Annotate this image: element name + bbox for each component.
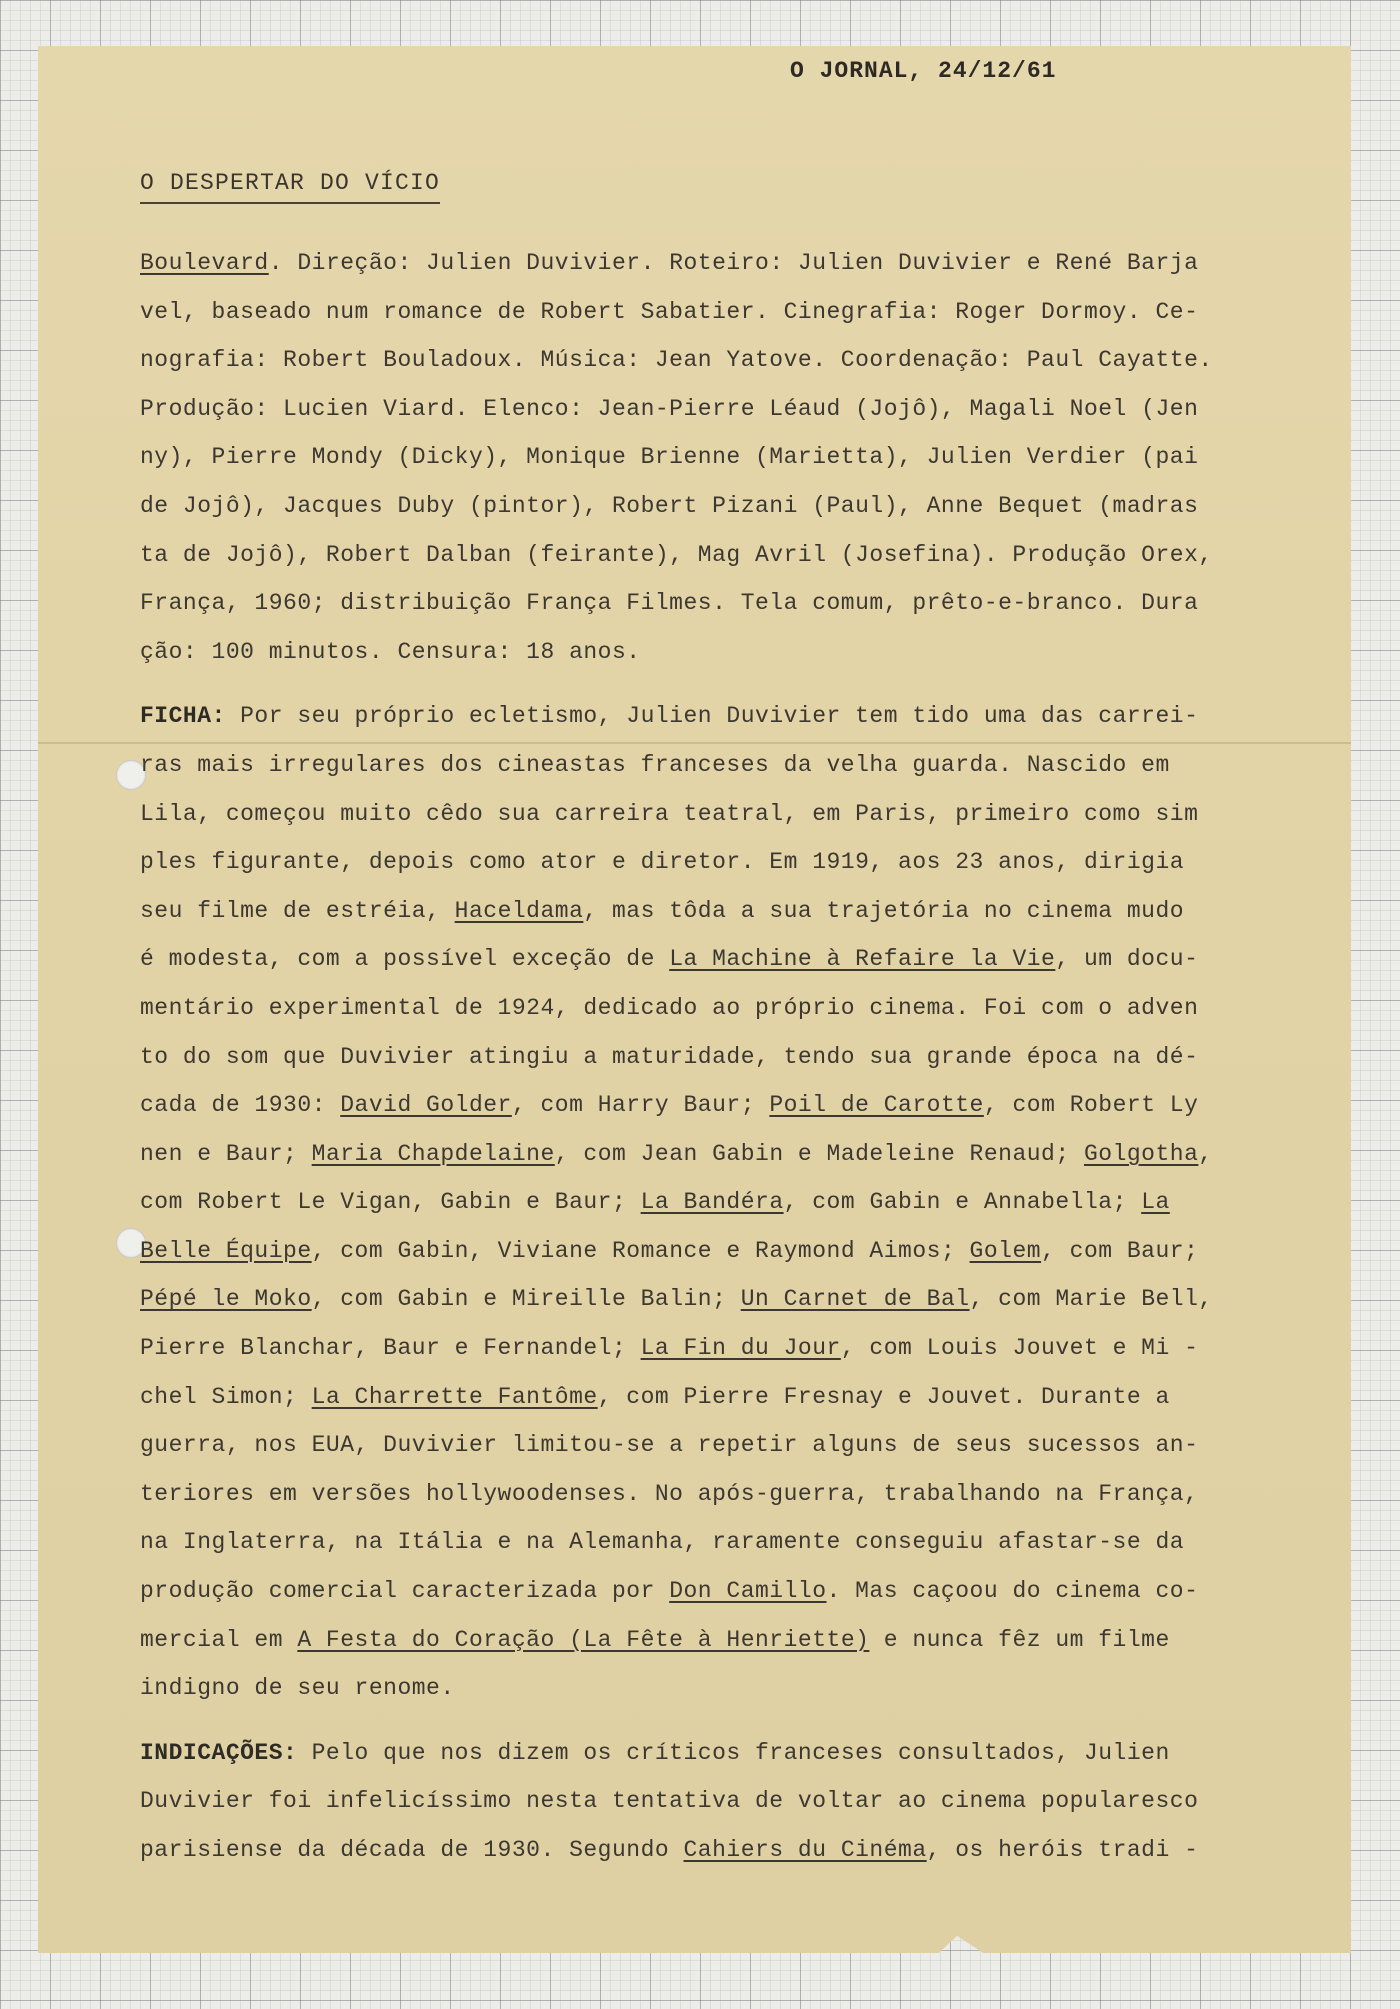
film-title: La Bandéra bbox=[640, 1189, 784, 1216]
text-segment: ny), Pierre Mondy (Dicky), Monique Brienne (Marietta), Julien Verdier (pai bbox=[140, 444, 1199, 471]
text-line bbox=[140, 995, 1300, 1044]
film-title: Maria Chapdelaine bbox=[311, 1140, 555, 1167]
text-segment: indigno de seu renome. bbox=[140, 1675, 455, 1702]
text-line bbox=[140, 801, 1300, 850]
text-line bbox=[140, 1578, 1300, 1627]
film-title: Un Carnet de Bal bbox=[740, 1286, 970, 1313]
paragraph bbox=[140, 703, 1300, 1723]
film-title: Don Camillo bbox=[669, 1578, 827, 1605]
text-line bbox=[140, 1189, 1300, 1238]
text-segment: ta de Jojô), Robert Dalban (feirante), Mag Avril (Josefina). Produção Orex, bbox=[140, 541, 1213, 568]
text-segment: nografia: Robert Bouladoux. Música: Jean Yatove. Coordenação: Paul Cayatte. bbox=[140, 347, 1213, 374]
text-line bbox=[140, 703, 1300, 752]
text-line bbox=[140, 590, 1300, 639]
text-segment: com Robert Le Vigan, Gabin e Baur; bbox=[140, 1189, 641, 1216]
text-line bbox=[140, 639, 1300, 688]
text-line bbox=[140, 1384, 1300, 1433]
text-segment: e nunca fêz um filme bbox=[869, 1626, 1170, 1653]
article-title: O DESPERTAR DO VÍCIO bbox=[140, 170, 440, 204]
text-line bbox=[140, 1837, 1300, 1886]
text-segment: guerra, nos EUA, Duvivier limitou-se a repetir alguns de seus sucessos an- bbox=[140, 1432, 1199, 1459]
text-segment: , bbox=[1198, 1140, 1213, 1167]
paragraph-gap bbox=[140, 687, 1300, 703]
text-segment: ras mais irregulares dos cineastas franceses da velha guarda. Nascido em bbox=[140, 751, 1170, 778]
text-segment: nen e Baur; bbox=[140, 1140, 312, 1167]
text-segment: , com Gabin e Mireille Balin; bbox=[311, 1286, 741, 1313]
text-segment: mercial em bbox=[140, 1626, 298, 1653]
film-title: Pépé le Moko bbox=[140, 1286, 312, 1313]
text-line bbox=[140, 542, 1300, 591]
text-line bbox=[140, 1335, 1300, 1384]
article-body bbox=[140, 250, 1300, 1886]
text-segment: de Jojô), Jacques Duby (pintor), Robert Pizani (Paul), Anne Bequet (madras bbox=[140, 492, 1199, 519]
text-segment: , com Marie Bell, bbox=[969, 1286, 1213, 1313]
text-segment: , um docu- bbox=[1055, 946, 1199, 973]
paragraph-gap bbox=[140, 1724, 1300, 1740]
newspaper-source-date: O JORNAL, 24/12/61 bbox=[790, 58, 1057, 84]
text-segment: produção comercial caracterizada por bbox=[140, 1578, 670, 1605]
text-line bbox=[140, 250, 1300, 299]
text-segment: , com Jean Gabin e Madeleine Renaud; bbox=[554, 1140, 1084, 1167]
film-title: Haceldama bbox=[454, 897, 584, 924]
text-segment: to do som que Duvivier atingiu a maturidade, tendo sua grande época na dé- bbox=[140, 1043, 1199, 1070]
text-line bbox=[140, 299, 1300, 348]
text-segment: , com Baur; bbox=[1041, 1237, 1199, 1264]
film-title: Golgotha bbox=[1083, 1140, 1199, 1167]
text-line bbox=[140, 1044, 1300, 1093]
text-line bbox=[140, 1627, 1300, 1676]
text-segment: , com Robert Ly bbox=[983, 1092, 1199, 1119]
text-segment: Duvivier foi infelicíssimo nesta tentativa de voltar ao cinema popularesco bbox=[140, 1788, 1199, 1815]
paragraph bbox=[140, 250, 1300, 687]
text-segment: vel, baseado num romance de Robert Sabatier. Cinegrafia: Roger Dormoy. Ce- bbox=[140, 298, 1199, 325]
text-segment: na Inglaterra, na Itália e na Alemanha, raramente conseguiu afastar-se da bbox=[140, 1529, 1185, 1556]
film-title: Poil de Carotte bbox=[769, 1092, 984, 1119]
text-line bbox=[140, 1675, 1300, 1724]
text-segment: Produção: Lucien Viard. Elenco: Jean-Pierre Léaud (Jojô), Magali Noel (Jen bbox=[140, 395, 1199, 422]
film-title: La Machine à Refaire la Vie bbox=[669, 946, 1056, 973]
film-title: La Fin du Jour bbox=[640, 1335, 841, 1362]
text-segment: ção: 100 minutos. Censura: 18 anos. bbox=[140, 638, 641, 665]
text-line bbox=[140, 1238, 1300, 1287]
film-title: Belle Équipe bbox=[140, 1237, 312, 1264]
text-segment: cada de 1930: bbox=[140, 1092, 341, 1119]
film-title: La bbox=[1141, 1189, 1170, 1216]
text-segment: , com Pierre Fresnay e Jouvet. Durante a bbox=[597, 1383, 1170, 1410]
text-line bbox=[140, 1092, 1300, 1141]
text-line bbox=[140, 946, 1300, 995]
text-segment: , mas tôda a sua trajetória no cinema mudo bbox=[583, 897, 1185, 924]
text-line bbox=[140, 849, 1300, 898]
text-segment: Lila, começou muito cêdo sua carreira teatral, em Paris, primeiro como sim bbox=[140, 800, 1199, 827]
text-segment: Pierre Blanchar, Baur e Fernandel; bbox=[140, 1335, 641, 1362]
text-line bbox=[140, 1481, 1300, 1530]
text-segment: , com Gabin, Viviane Romance e Raymond Aimos; bbox=[311, 1237, 970, 1264]
section-label: INDICAÇÕES: bbox=[140, 1739, 298, 1766]
text-line bbox=[140, 1286, 1300, 1335]
film-title: David Golder bbox=[340, 1092, 512, 1119]
text-line bbox=[140, 1141, 1300, 1190]
film-title: A Festa do Coração (La Fête à Henriette) bbox=[297, 1626, 870, 1653]
text-segment: Pelo que nos dizem os críticos franceses consultados, Julien bbox=[297, 1739, 1170, 1766]
text-segment: ples figurante, depois como ator e diretor. Em 1919, aos 23 anos, dirigia bbox=[140, 849, 1185, 876]
film-title: Cahiers du Cinéma bbox=[683, 1837, 927, 1863]
text-line bbox=[140, 1740, 1300, 1789]
text-segment: teriores em versões hollywoodenses. No após-guerra, trabalhando na França, bbox=[140, 1480, 1199, 1507]
text-segment: , com Gabin e Annabella; bbox=[783, 1189, 1142, 1216]
text-segment: é modesta, com a possível exceção de bbox=[140, 946, 670, 973]
text-line bbox=[140, 898, 1300, 947]
text-line bbox=[140, 1788, 1300, 1837]
text-segment: chel Simon; bbox=[140, 1383, 312, 1410]
text-line bbox=[140, 347, 1300, 396]
text-line bbox=[140, 1432, 1300, 1481]
text-segment: Por seu próprio ecletismo, Julien Duvivier tem tido uma das carrei- bbox=[225, 703, 1199, 730]
text-segment: , com Harry Baur; bbox=[511, 1092, 770, 1119]
film-title: La Charrette Fantôme bbox=[311, 1383, 598, 1410]
text-segment: França, 1960; distribuição França Filmes. Tela comum, prêto-e-branco. Dura bbox=[140, 590, 1199, 617]
text-segment: parisiense da década de 1930. Segundo bbox=[140, 1837, 684, 1863]
text-segment: . Direção: Julien Duvivier. Roteiro: Julien Duvivier e René Barja bbox=[268, 250, 1199, 276]
text-line bbox=[140, 444, 1300, 493]
text-segment: seu filme de estréia, bbox=[140, 897, 455, 924]
paragraph bbox=[140, 1740, 1300, 1886]
text-line bbox=[140, 1529, 1300, 1578]
film-title: Golem bbox=[969, 1237, 1042, 1264]
section-label: FICHA: bbox=[140, 703, 226, 730]
text-line bbox=[140, 396, 1300, 445]
text-segment: . Mas caçoou do cinema co- bbox=[826, 1578, 1199, 1605]
text-line bbox=[140, 493, 1300, 542]
text-line bbox=[140, 752, 1300, 801]
text-segment: mentário experimental de 1924, dedicado ao próprio cinema. Foi com o adven bbox=[140, 994, 1199, 1021]
text-segment: , os heróis tradi - bbox=[926, 1837, 1199, 1863]
film-title: Boulevard bbox=[140, 250, 269, 276]
text-segment: , com Louis Jouvet e Mi - bbox=[840, 1335, 1199, 1362]
